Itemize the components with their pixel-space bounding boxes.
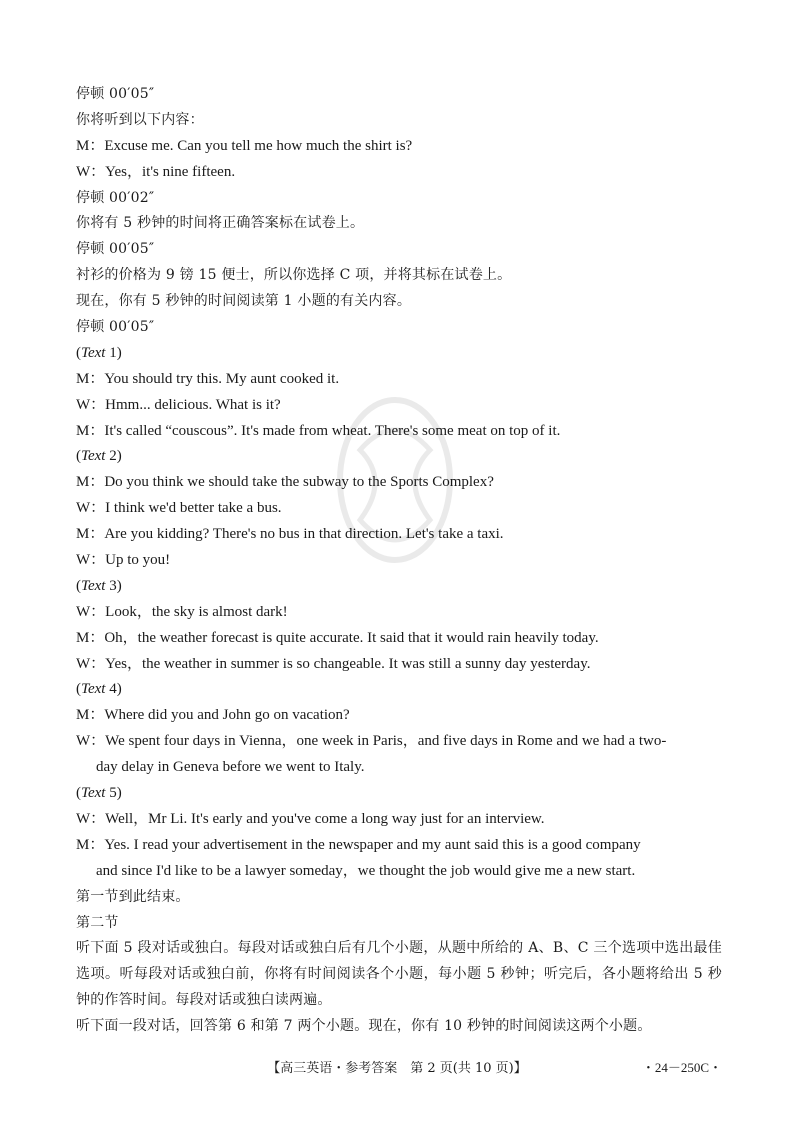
section-label-word: Text — [81, 785, 106, 802]
instruction-line: 停顿 00′05″ — [76, 86, 155, 102]
footer-code: ・24－250C・ — [641, 1060, 722, 1075]
dialogue-line-first: W：We spent four days in Vienna，one week in Paris，and five days in Rome and we had a two- — [76, 733, 667, 750]
dialogue-line: W：Hmm... delicious. What is it? — [76, 396, 281, 413]
dialogue-line — [76, 833, 722, 885]
section-label-number: 2 — [109, 448, 117, 465]
text-section-label: (Text 3) — [76, 577, 122, 594]
instruction-line: 衬衫的价格为 9 镑 15 便士，所以你选择 C 项，并将其标在试卷上。 — [76, 267, 512, 284]
dialogue-line: M：It's called “couscous”. It's made from wheat. There's some meat on top of it. — [76, 422, 561, 439]
dialogue-line-first: M：Yes. I read your advertisement in the newspaper and my aunt said this is a good company — [76, 836, 641, 853]
dialogue-line: W：I think we'd better take a bus. — [76, 500, 282, 517]
section-label-word: Text — [81, 448, 106, 465]
text-section-label: (Text 4) — [76, 681, 122, 698]
instruction-line: 你将有 5 秒钟的时间将正确答案标在试卷上。 — [76, 215, 365, 232]
section-label-number: 5 — [109, 785, 117, 802]
text-section-label: (Text 5) — [76, 785, 122, 802]
dialogue-line: W：Up to you! — [76, 552, 171, 569]
dialogue-line: W：Yes，it's nine fifteen. — [76, 163, 236, 180]
footer-page-info: 【高三英语・参考答案 第 2 页(共 10 页)】 — [267, 1061, 527, 1076]
instruction-line: 现在，你有 5 秒钟的时间阅读第 1 小题的有关内容。 — [76, 293, 412, 310]
dialogue-line: W：Look，the sky is almost dark! — [76, 603, 288, 620]
text-section-label: (Text 2) — [76, 448, 122, 465]
section-label-number: 1 — [109, 344, 117, 361]
section-label-word: Text — [81, 344, 106, 361]
instruction-paragraph: 听下面 5 段对话或独白。每段对话或独白后有几个小题，从题中所给的 A、B、C 三个选项中选出最佳选项。听每段对话或独白前，你将有时间阅读各个小题，每小题 5 秒钟；听完后，各小题将给出 5 秒钟的作答时间。每段对话或独白读两遍。 — [76, 940, 722, 1009]
instruction-line: 第一节到此结束。 — [76, 888, 190, 905]
instruction-line: 第二节 — [76, 914, 119, 931]
dialogue-line: M：You should try this. My aunt cooked it. — [76, 370, 340, 387]
section-label-number: 4 — [109, 681, 117, 698]
instruction-line: 停顿 00′02″ — [76, 189, 155, 206]
dialogue-line — [76, 729, 722, 781]
instruction-line: 停顿 00′05″ — [76, 319, 155, 336]
instruction-line: 听下面一段对话，回答第 6 和第 7 两个小题。现在，你有 10 秒钟的时间阅读这两个小题。 — [76, 1018, 652, 1035]
instruction-line: 停顿 00′05″ — [76, 241, 155, 258]
dialogue-line: M：Do you think we should take the subway to the Sports Complex? — [76, 474, 494, 491]
section-label-word: Text — [81, 577, 106, 594]
page-footer — [0, 1057, 794, 1077]
dialogue-line-continuation: and since I'd like to be a lawyer someday，we thought the job would give me a new start. — [96, 862, 636, 879]
dialogue-line: M：Oh，the weather forecast is quite accurate. It said that it would rain heavily today. — [76, 629, 599, 646]
section-label-word: Text — [81, 681, 106, 698]
dialogue-line: M：Where did you and John go on vacation? — [76, 707, 350, 724]
dialogue-line: W：Yes，the weather in summer is so changeable. It was still a sunny day yesterday. — [76, 655, 591, 672]
dialogue-line-continuation: day delay in Geneva before we went to Italy. — [96, 759, 365, 776]
transcript-body — [76, 82, 722, 1040]
text-section-label: (Text 1) — [76, 344, 122, 361]
dialogue-line: M：Excuse me. Can you tell me how much the shirt is? — [76, 137, 413, 154]
dialogue-line: M：Are you kidding? There's no bus in that direction. Let's take a taxi. — [76, 526, 504, 543]
instruction-line: 你将听到以下内容： — [76, 111, 204, 128]
section-label-number: 3 — [109, 577, 117, 594]
dialogue-line: W：Well，Mr Li. It's early and you've come a long way just for an interview. — [76, 810, 545, 827]
